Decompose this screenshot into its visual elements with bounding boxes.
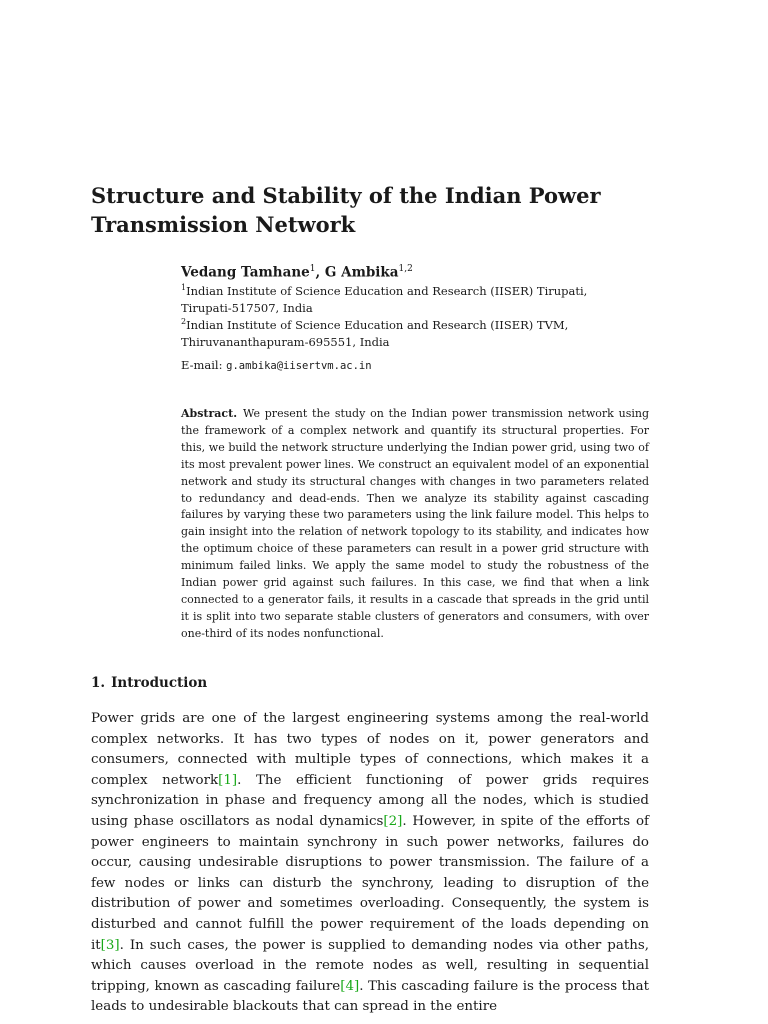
citation-link[interactable]: [4]	[340, 978, 360, 994]
affiliation-text: Indian Institute of Science Education and Research (IISER) TVM,	[186, 318, 569, 332]
citation-link[interactable]: [1]	[218, 772, 238, 788]
author-list	[181, 260, 413, 282]
affiliation-mark: 2	[181, 317, 187, 327]
abstract-text: We present the study on the Indian power transmission network using the framework of a complex network and quantify its structural properties. For this, we build the network structure underlying the Indian power grid, using two of its most prevalent power lines. We construct an equivalent model of an exponential network and study its structural changes with changes in two parameters related to redundancy and dead-ends. Then we analyze its stability against cascading failures by varying these two parameters using the link failure model. This helps to gain insight into the relation of network topology to its stability, and indicates how the optimum choice of these parameters can result in a power grid structure with minimum failed links. We apply the same model to study the robustness of the Indian power grid against such failures. In this case, we find that when a link connected to a generator fails, it results in a cascade that spreads in the grid until it is split into two separate stable clusters of generators and consumers, with over one-third of its nodes nonfunctional.	[181, 407, 649, 640]
contact-email	[181, 357, 372, 375]
author-name: Vedang Tamhane	[181, 264, 310, 281]
citation-link[interactable]: [2]	[383, 813, 403, 829]
affiliation-text: Indian Institute of Science Education and Research (IISER) Tirupati,	[186, 284, 588, 298]
author-name: G Ambika	[324, 264, 399, 281]
affiliation-mark: 1	[181, 283, 187, 293]
affiliation-line	[181, 283, 651, 300]
introduction-paragraph	[91, 709, 649, 1018]
affiliation-line	[181, 317, 651, 334]
section-title: Introduction	[111, 675, 208, 691]
author-separator: ,	[315, 264, 325, 281]
author-affiliation-mark: 1	[309, 264, 316, 274]
paper-title: Structure and Stability of the Indian Power Transmission Network	[91, 183, 601, 237]
paragraph-text: . This cascading failure is the process that leads to undesirable blackouts that can spread in the entire	[91, 978, 649, 1015]
abstract	[181, 406, 649, 643]
paragraph-text: Power grids are one of the largest engineering systems among the real-world complex networks. It has two types of nodes on it, power generators and consumers, connected with multiple types of connections, which makes it a complex network	[91, 711, 649, 788]
section-number: 1.	[91, 675, 106, 691]
paragraph-text: . However, in spite of the efforts of power engineers to maintain synchrony in such power networks, failures do occur, causing undesirable disruptions to power transmission. The failure of a few nodes or links can disturb the synchrony, leading to disruption of the distribution of power and sometimes overloading. Consequently, the system is disturbed and cannot fulfill the power requirement of the loads depending on it	[91, 813, 649, 953]
affiliation-list	[181, 283, 651, 351]
email-address[interactable]: g.ambika@iisertvm.ac.in	[226, 360, 372, 372]
paragraph-text: . The efficient functioning of power grids requires synchronization in phase and frequency among all the nodes, which is studied using phase oscillators as nodal dynamics	[91, 772, 649, 829]
affiliation-address: Thiruvananthapuram-695551, India	[181, 335, 390, 349]
section-heading	[91, 674, 207, 692]
email-label: E-mail:	[181, 358, 223, 372]
abstract-label: Abstract.	[181, 407, 238, 420]
citation-link[interactable]: [3]	[100, 937, 120, 953]
affiliation-address: Tirupati-517507, India	[181, 301, 313, 315]
author-affiliation-mark: 1,2	[398, 264, 413, 274]
paragraph-text: . In such cases, the power is supplied to demanding nodes via other paths, which causes overload in the remote nodes as well, resulting in sequential tripping, known as cascading failure	[91, 937, 649, 994]
